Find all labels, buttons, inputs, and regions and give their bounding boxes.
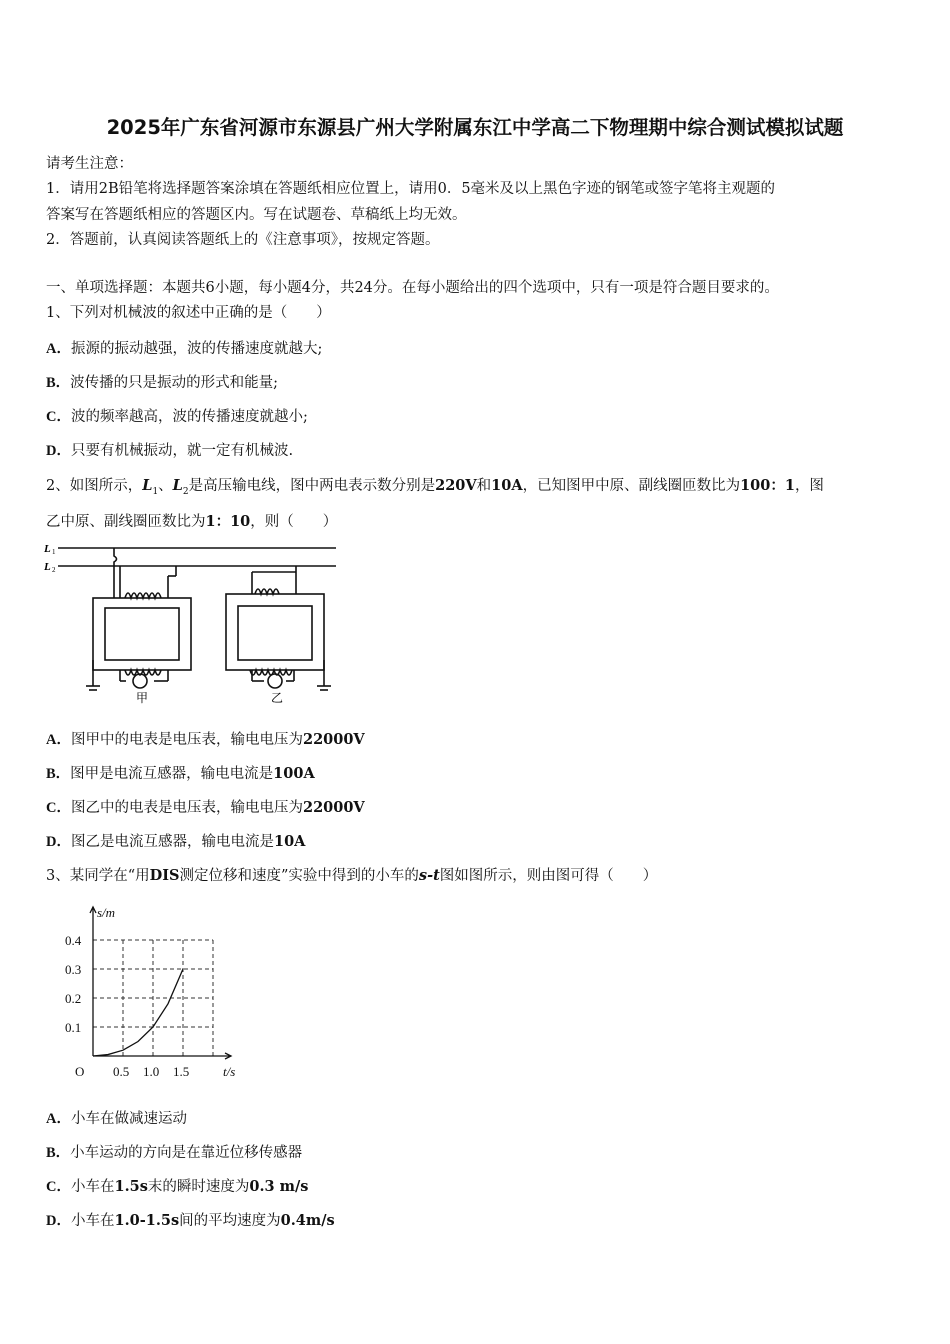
question-1-option-b[interactable] [46,371,278,392]
notice-item-2: 2．答题前，认真阅读答题纸上的《注意事项》，按规定答题。 [46,232,440,248]
x-tick-label: 1.5 [173,1064,190,1079]
label-l2: L [44,561,51,573]
option-text: 振源的振动越强，波的传播速度就越大; [70,341,323,357]
option-letter: A． [46,341,71,357]
y-axis-label: s/m [97,905,116,920]
option-text: 波传播的只是振动的形式和能量; [70,375,279,391]
option-letter: B． [46,375,71,391]
transformer-circuit-figure [40,536,350,706]
question-1-option-d[interactable] [46,439,293,460]
question-3-option-a[interactable]: A．小车在做减速运动 [46,1111,187,1127]
question-2-option-c[interactable]: C．图乙中的电表是电压表，输电电压为22000V [46,799,365,816]
notice-item-1a: 1．请用2B铅笔将选择题答案涂填在答题纸相应位置上，请用0．5毫米及以上黑色字迹的钢笔或签字笔将主观题的 [46,181,776,197]
question-3-option-c[interactable]: C．小车在1.5s末的瞬时速度为0.3 m/s [46,1178,309,1195]
question-1-option-a[interactable] [46,337,322,358]
y-tick-label: 0.1 [65,1020,82,1035]
x-tick-label: 1.0 [143,1064,160,1079]
question-3-stem: 3、某同学在“用DIS测定位移和速度”实验中得到的小车的s-t图如图所示，则由图可得（ ） [46,867,658,884]
question-2-option-a[interactable]: A．图甲中的电表是电压表，输电电压为22000V [46,731,365,748]
label-yi: 乙 [271,691,284,705]
y-tick-label: 0.2 [65,991,82,1006]
question-2-stem-line-1: 2、如图所示，$L_1$、$L_2$是高压输电线，图中两电表示数分别是220V和10A，已知图甲中原、副线圈匝数比为100：1，图 [46,477,824,497]
y-tick-label: 0.4 [65,933,82,948]
question-3-option-d[interactable]: D．小车在1.0-1.5s间的平均速度为0.4m/s [46,1212,335,1229]
section-heading: 一、单项选择题：本题共6小题，每小题4分，共24分。在每小题给出的四个选项中，只有一项是符合题目要求的。 [46,280,779,296]
s-t-chart [60,896,260,1086]
option-text: 只要有机械振动，就一定有机械波. [70,443,294,459]
label-l2-sub: 2 [52,566,56,574]
origin-label: O [75,1064,85,1079]
question-1-option-c[interactable] [46,405,308,426]
question-2-option-b[interactable]: B．图甲是电流互感器，输电电流是100A [46,765,315,782]
label-jia: 甲 [136,691,149,705]
series-line-s-t [93,969,183,1056]
question-2-stem-line-2: 乙中原、副线圈匝数比为1：10，则（ ） [46,513,338,530]
option-letter: D． [46,443,71,459]
question-3-option-b[interactable]: B．小车运动的方向是在靠近位移传感器 [46,1145,303,1161]
question-1-stem: 1、下列对机械波的叙述中正确的是（ ） [46,305,331,321]
option-letter: C． [46,409,71,425]
option-text: 波的频率越高，波的传播速度就越小; [70,409,308,425]
y-tick-label: 0.3 [65,962,82,977]
notice-heading: 请考生注意： [46,156,133,172]
label-l1: L [44,543,51,555]
label-l1-sub: 1 [52,548,56,556]
x-tick-label: 0.5 [113,1064,130,1079]
page-title: 2025年广东省河源市东源县广州大学附属东江中学高二下物理期中综合测试模拟试题 [106,116,844,139]
x-axis-label: t/s [223,1064,236,1079]
question-2-option-d[interactable]: D．图乙是电流互感器，输电电流是10A [46,833,306,850]
notice-item-1b: 答案写在答题纸相应的答题区内。写在试题卷、草稿纸上均无效。 [46,207,467,223]
